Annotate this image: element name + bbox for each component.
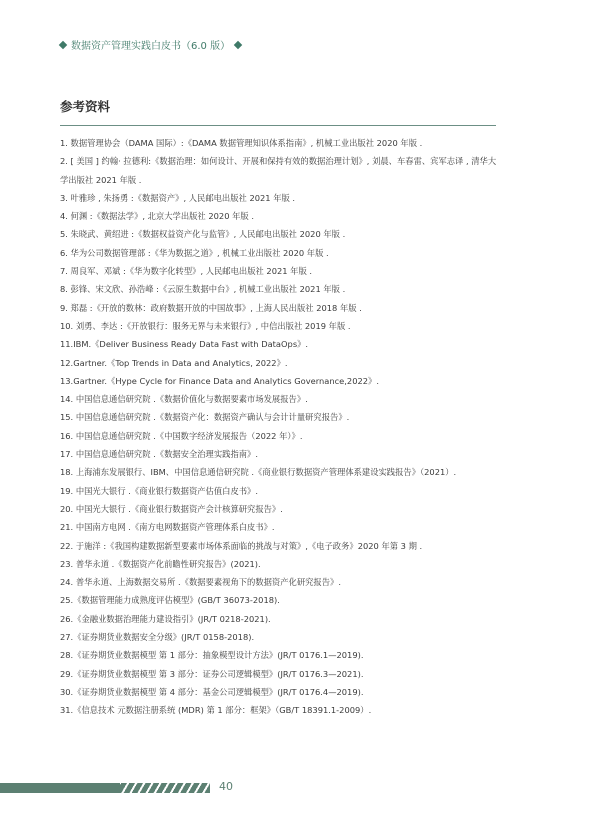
reference-item: 20. 中国光大银行 .《商业银行数据资产会计核算研究报告》. [60, 503, 283, 514]
reference-item: 26.《金融业数据治理能力建设指引》(JR/T 0218-2021). [60, 613, 271, 624]
reference-item: 19. 中国光大银行 .《商业银行数据资产估值白皮书》. [60, 485, 258, 496]
reference-item: 16. 中国信息通信研究院 .《中国数字经济发展报告（2022 年）》. [60, 430, 303, 441]
reference-item: 7. 周良军、邓斌 :《华为数字化转型》, 人民邮电出版社 2021 年版 . [60, 266, 313, 277]
reference-item: 2. [ 美国 ] 约翰· 拉德利:《数据治理：如何设计、开展和保持有效的数据治理计划》, 刘晨、车春雷、宾军志译 , 清华大学出版社 2021 年版 . [60, 156, 497, 185]
footer-solid-bar [0, 783, 120, 793]
reference-item: 24. 普华永道、上海数据交易所 .《数据要素视角下的数据资产化研究报告》. [60, 577, 341, 588]
reference-item: 27.《证券期货业数据安全分级》(JR/T 0158-2018). [60, 632, 255, 643]
reference-item: 17. 中国信息通信研究院 .《数据安全治理实践指南》. [60, 449, 258, 460]
reference-item: 22. 于施洋 :《我国构建数据新型要素市场体系面临的挑战与对策》,《电子政务》2020 年第 3 期 . [60, 540, 423, 551]
running-header [60, 37, 241, 52]
reference-item: 12.Gartner.《Top Trends in Data and Analytics, 2022》. [60, 357, 288, 368]
page-number: 40 [219, 780, 233, 793]
reference-item: 29.《证券期货业数据模型 第 3 部分：证券公司逻辑模型》(JR/T 0176.3—2021). [60, 668, 364, 679]
reference-item: 13.Gartner.《Hype Cycle for Finance Data and Analytics Governance,2022》. [60, 375, 379, 386]
reference-item: 6. 华为公司数据管理部 :《华为数据之道》, 机械工业出版社 2020 年版 . [60, 247, 329, 258]
reference-item: 4. 何渊 :《数据法学》, 北京大学出版社 2020 年版 . [60, 211, 254, 222]
reference-item: 8. 彭锋、宋文欣、孙浩峰 :《云原生数据中台》, 机械工业出版社 2021 年版 . [60, 284, 346, 295]
reference-item: 10. 刘勇、李达 :《开放银行：服务无界与未来银行》, 中信出版社 2019 年版 . [60, 320, 351, 331]
title-divider [60, 125, 496, 126]
reference-list [60, 134, 500, 720]
reference-item: 9. 郑磊 :《开放的数林：政府数据开放的中国故事》, 上海人民出版社 2018 年版 . [60, 302, 362, 313]
reference-item: 31.《信息技术 元数据注册系统 (MDR) 第 1 部分：框架》（GB/T 18391.1-2009）. [60, 705, 372, 716]
reference-item: 14. 中国信息通信研究院 .《数据价值化与数据要素市场发展报告》. [60, 394, 308, 405]
reference-item: 1. 数据管理协会（DAMA 国际）:《DAMA 数据管理知识体系指南》, 机械工业出版社 2020 年版 . [60, 138, 423, 148]
reference-item: 23. 普华永道 .《数据资产化前瞻性研究报告》(2021). [60, 558, 261, 569]
reference-item: 11.IBM.《Deliver Business Ready Data Fast with DataOps》. [60, 339, 309, 350]
reference-item: 3. 叶雅珍 , 朱扬勇 :《数据资产》, 人民邮电出版社 2021 年版 . [60, 192, 296, 203]
reference-item: 25.《数据管理能力成熟度评估模型》(GB/T 36073-2018). [60, 595, 280, 606]
reference-item: 15. 中国信息通信研究院 .《数据资产化：数据资产确认与会计计量研究报告》. [60, 412, 350, 423]
diamond-icon [234, 40, 242, 48]
section-title: 参考资料 [60, 99, 111, 114]
reference-item: 5. 朱晓武、黄绍进 :《数据权益资产化与监管》, 人民邮电出版社 2020 年版 . [60, 229, 346, 240]
reference-item: 21. 中国南方电网 .《南方电网数据资产管理体系白皮书》. [60, 522, 275, 533]
reference-item: 30.《证券期货业数据模型 第 4 部分：基金公司逻辑模型》(JR/T 0176.4—2019). [60, 686, 364, 697]
reference-item: 28.《证券期货业数据模型 第 1 部分：抽象模型设计方法》(JR/T 0176.1—2019). [60, 650, 364, 661]
document-title: 数据资产管理实践白皮书（6.0 版） [71, 41, 231, 52]
diamond-icon [59, 40, 67, 48]
reference-item: 18. 上海浦东发展银行、IBM、中国信息通信研究院 .《商业银行数据资产管理体系建设实践报告》（2021）. [60, 467, 457, 478]
